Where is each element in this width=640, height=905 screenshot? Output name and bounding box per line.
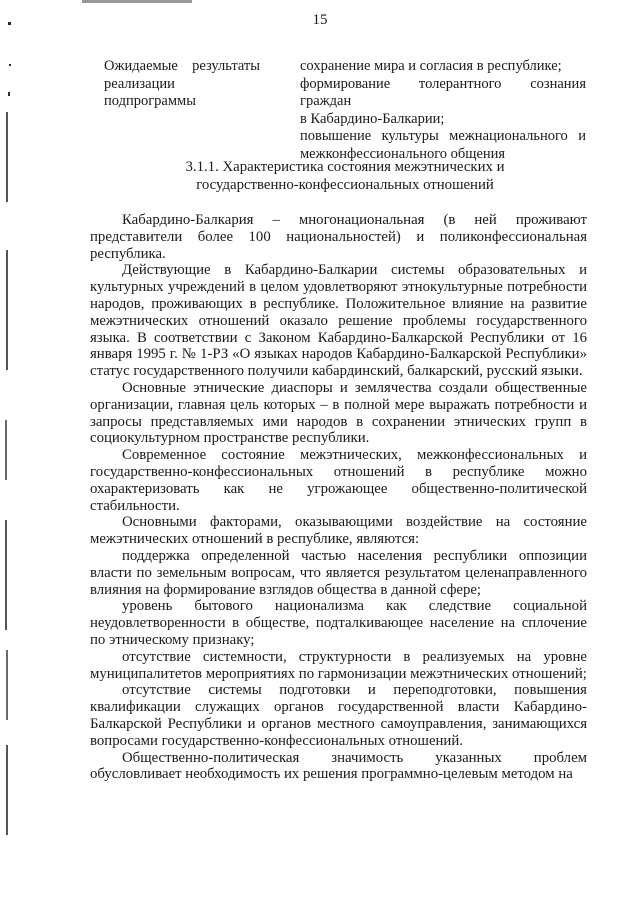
scan-margin-line bbox=[5, 420, 7, 480]
paragraph: отсутствие системности, структурности в реализуемых на уровне муниципалитетов мероприятиях по гармонизации межэтнических отношений; bbox=[90, 648, 587, 682]
value-line: формирование толерантного сознания граждан bbox=[300, 75, 586, 109]
scan-margin-line bbox=[6, 250, 8, 370]
paragraph: уровень бытового национализма как следствие социальной неудовлетворенности в обществе, подталкивающее население на сплочение по этническому признаку; bbox=[90, 598, 587, 648]
value-line: повышение культуры межнационального и bbox=[300, 128, 586, 144]
section-heading bbox=[104, 158, 586, 194]
heading-line: 3.1.1. Характеристика состояния межэтнических и bbox=[185, 159, 505, 175]
paragraph: Современное состояние межэтнических, межконфессиональных и государственно-конфессиональных отношений в республике можно охарактеризовать как не угрожающее общественно-политической стабильности. bbox=[90, 447, 587, 514]
scan-margin-line bbox=[6, 650, 8, 720]
paragraph: отсутствие системы подготовки и переподготовки, повышения квалификации служащих органов государственной власти Кабардино-Балкарской Республики и органов местного самоуправления, занимающихся вопросами государственно-конфессиональных отношений. bbox=[90, 682, 587, 749]
paragraph: Кабардино-Балкария – многонациональная (в ней проживают представители более 100 национальностей) и поликонфессиональная республика. bbox=[90, 212, 587, 262]
scan-mark bbox=[8, 92, 10, 96]
page-number: 15 bbox=[312, 12, 328, 28]
scan-margin-line bbox=[6, 112, 8, 202]
expected-results-block bbox=[104, 58, 586, 163]
heading-line: государственно-конфессиональных отношений bbox=[196, 177, 494, 193]
scan-mark bbox=[9, 64, 11, 66]
scan-margin-line bbox=[5, 520, 7, 630]
label-line: подпрограммы bbox=[104, 93, 196, 109]
value-line: межконфессионального общения bbox=[300, 145, 506, 162]
expected-results-label bbox=[104, 58, 300, 163]
scan-residue-top bbox=[82, 0, 192, 3]
value-line: в Кабардино-Балкарии; bbox=[300, 110, 445, 127]
paragraph: поддержка определенной частью населения республики оппозиции власти по земельным вопросам, что является результатом целенаправленного влияния на формирование взглядов общества в данной сфере; bbox=[90, 547, 587, 598]
expected-results-values bbox=[300, 58, 586, 163]
paragraph: Общественно-политическая значимость указанных проблем обусловливает необходимость их решения программно-целевым методом на bbox=[90, 749, 587, 783]
paragraph: Основными факторами, оказывающими воздействие на состояние межэтнических отношений в республике, являются: bbox=[90, 514, 587, 548]
label-line: Ожидаемые результаты bbox=[104, 58, 260, 74]
paragraph: Действующие в Кабардино-Балкарии системы образовательных и культурных учреждений в целом удовлетворяют этнокультурные потребности народов, проживающих в республике. Положительное влияние на развитие межэтнических отношений оказало решение проблемы государственного языка. В соответствии с Законом Кабардино-Балкарской Республики от 16 января 1995 г. № 1-РЗ «О языках народов Кабардино-Балкарской Республики» статус государственного получили кабардинский, балкарский, русский языки. bbox=[90, 262, 587, 380]
paragraph: Основные этнические диаспоры и землячества создали общественные организации, главная цель которых – в полной мере выражать потребности и запросы представляемых ими народов в сохранении этнических групп в социокультурном пространстве республики. bbox=[90, 379, 587, 447]
label-line: реализации bbox=[104, 75, 175, 92]
value-line: сохранение мира и согласия в республике; bbox=[300, 58, 562, 74]
scan-margin-line bbox=[6, 745, 8, 835]
body-text bbox=[90, 212, 587, 783]
